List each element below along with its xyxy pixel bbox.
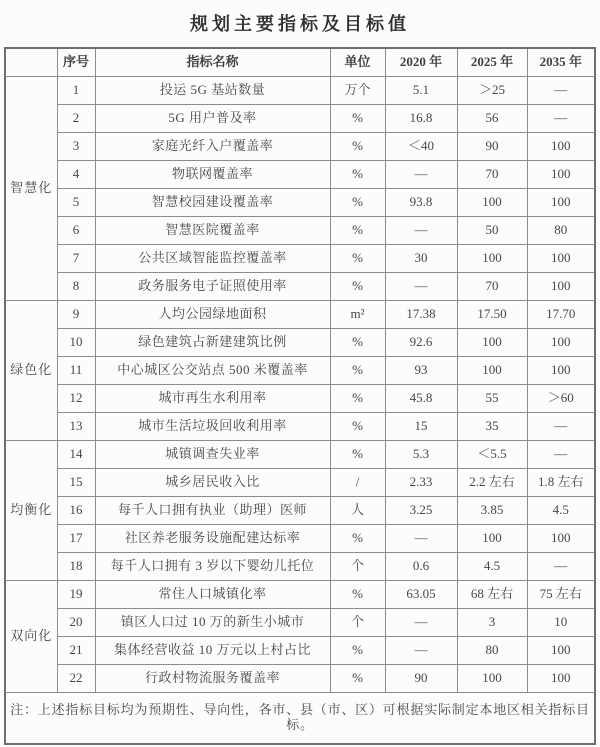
table-row: [5, 329, 595, 357]
indicator-name-cell: 人均公园绿地面积: [95, 301, 330, 329]
unit-cell: %: [330, 637, 385, 665]
header-2020: 2020 年: [385, 48, 457, 77]
indicator-name-cell: 家庭光纤入户覆盖率: [95, 133, 330, 161]
value-2020-cell: 2.33: [385, 469, 457, 497]
table-row: [5, 609, 595, 637]
value-2020-cell: 5.1: [385, 77, 457, 105]
value-2025-cell: 100: [457, 525, 527, 553]
value-2035-cell: 100: [527, 329, 595, 357]
value-2025-cell: 4.5: [457, 553, 527, 581]
header-2025: 2025 年: [457, 48, 527, 77]
indicators-table: [4, 47, 596, 745]
group-label: 双向化: [5, 581, 57, 693]
value-2020-cell: 0.6: [385, 553, 457, 581]
value-2020-cell: —: [385, 609, 457, 637]
note-row: [5, 693, 595, 745]
table-row: [5, 301, 595, 329]
table-row: [5, 581, 595, 609]
indicator-name-cell: 行政村物流服务覆盖率: [95, 665, 330, 693]
unit-cell: %: [330, 665, 385, 693]
value-2035-cell: 80: [527, 217, 595, 245]
value-2035-cell: 100: [527, 637, 595, 665]
value-2025-cell: 70: [457, 161, 527, 189]
row-number-cell: 6: [57, 217, 95, 245]
value-2020-cell: —: [385, 217, 457, 245]
indicator-name-cell: 每千人口拥有 3 岁以下婴幼儿托位: [95, 553, 330, 581]
value-2035-cell: —: [527, 441, 595, 469]
table-row: [5, 385, 595, 413]
table-header: [5, 48, 595, 77]
row-number-cell: 18: [57, 553, 95, 581]
table-row: [5, 105, 595, 133]
table-row: [5, 441, 595, 469]
value-2025-cell: 90: [457, 133, 527, 161]
row-number-cell: 10: [57, 329, 95, 357]
value-2025-cell: 17.50: [457, 301, 527, 329]
row-number-cell: 12: [57, 385, 95, 413]
value-2035-cell: 100: [527, 189, 595, 217]
header-no: 序号: [57, 48, 95, 77]
value-2025-cell: 100: [457, 189, 527, 217]
table-row: [5, 553, 595, 581]
row-number-cell: 14: [57, 441, 95, 469]
row-number-cell: 7: [57, 245, 95, 273]
value-2025-cell: 100: [457, 665, 527, 693]
value-2020-cell: 93: [385, 357, 457, 385]
row-number-cell: 13: [57, 413, 95, 441]
unit-cell: 人: [330, 497, 385, 525]
value-2020-cell: 3.25: [385, 497, 457, 525]
unit-cell: %: [330, 161, 385, 189]
value-2035-cell: 100: [527, 245, 595, 273]
header-2035: 2035 年: [527, 48, 595, 77]
indicator-name-cell: 投运 5G 基站数量: [95, 77, 330, 105]
value-2025-cell: 68 左右: [457, 581, 527, 609]
row-number-cell: 8: [57, 273, 95, 301]
group-label: 绿色化: [5, 301, 57, 441]
value-2025-cell: 3.85: [457, 497, 527, 525]
unit-cell: %: [330, 245, 385, 273]
table-row: [5, 161, 595, 189]
value-2035-cell: 100: [527, 665, 595, 693]
table-body: [5, 77, 595, 693]
page-title: 规划主要指标及目标值: [190, 14, 410, 34]
unit-cell: 个: [330, 609, 385, 637]
value-2035-cell: 100: [527, 161, 595, 189]
header-unit: 单位: [330, 48, 385, 77]
table-row: [5, 665, 595, 693]
indicator-name-cell: 政务服务电子证照使用率: [95, 273, 330, 301]
value-2025-cell: 56: [457, 105, 527, 133]
value-2020-cell: —: [385, 525, 457, 553]
indicator-name-cell: 智慧医院覆盖率: [95, 217, 330, 245]
value-2020-cell: 92.6: [385, 329, 457, 357]
value-2025-cell: 3: [457, 609, 527, 637]
table-row: [5, 217, 595, 245]
corner-cell: [5, 48, 57, 77]
unit-cell: %: [330, 385, 385, 413]
value-2025-cell: 35: [457, 413, 527, 441]
indicator-name-cell: 城市再生水利用率: [95, 385, 330, 413]
value-2035-cell: —: [527, 105, 595, 133]
table-row: [5, 497, 595, 525]
value-2025-cell: 2.2 左右: [457, 469, 527, 497]
unit-cell: %: [330, 133, 385, 161]
unit-cell: %: [330, 329, 385, 357]
indicator-name-cell: 绿色建筑占新建建筑比例: [95, 329, 330, 357]
table-note: 注：上述指标目标均为预期性、导向性，各市、县（市、区）可根据实际制定本地区相关指标目标。: [5, 693, 595, 745]
value-2035-cell: 100: [527, 133, 595, 161]
value-2035-cell: —: [527, 77, 595, 105]
unit-cell: 万个: [330, 77, 385, 105]
row-number-cell: 4: [57, 161, 95, 189]
value-2025-cell: 80: [457, 637, 527, 665]
unit-cell: m²: [330, 301, 385, 329]
value-2020-cell: 93.8: [385, 189, 457, 217]
value-2020-cell: 17.38: [385, 301, 457, 329]
unit-cell: %: [330, 441, 385, 469]
unit-cell: %: [330, 525, 385, 553]
value-2025-cell: ＞25: [457, 77, 527, 105]
unit-cell: %: [330, 413, 385, 441]
unit-cell: %: [330, 105, 385, 133]
value-2035-cell: ＞60: [527, 385, 595, 413]
group-label: 均衡化: [5, 441, 57, 581]
row-number-cell: 21: [57, 637, 95, 665]
unit-cell: %: [330, 189, 385, 217]
value-2035-cell: 1.8 左右: [527, 469, 595, 497]
indicator-name-cell: 常住人口城镇化率: [95, 581, 330, 609]
value-2025-cell: 50: [457, 217, 527, 245]
table-row: [5, 469, 595, 497]
unit-cell: 个: [330, 553, 385, 581]
table-row: [5, 189, 595, 217]
header-indicator-name: 指标名称: [95, 48, 330, 77]
value-2035-cell: 17.70: [527, 301, 595, 329]
value-2035-cell: 75 左右: [527, 581, 595, 609]
indicator-name-cell: 城乡居民收入比: [95, 469, 330, 497]
table-row: [5, 637, 595, 665]
indicator-name-cell: 集体经营收益 10 万元以上村占比: [95, 637, 330, 665]
indicator-name-cell: 中心城区公交站点 500 米覆盖率: [95, 357, 330, 385]
row-number-cell: 15: [57, 469, 95, 497]
indicator-name-cell: 镇区人口过 10 万的新生小城市: [95, 609, 330, 637]
row-number-cell: 17: [57, 525, 95, 553]
value-2020-cell: ＜40: [385, 133, 457, 161]
table-row: [5, 133, 595, 161]
table-row: [5, 525, 595, 553]
group-label: 智慧化: [5, 77, 57, 301]
value-2020-cell: 5.3: [385, 441, 457, 469]
value-2025-cell: 55: [457, 385, 527, 413]
value-2035-cell: 10: [527, 609, 595, 637]
value-2020-cell: 15: [385, 413, 457, 441]
indicator-name-cell: 社区养老服务设施配建达标率: [95, 525, 330, 553]
value-2020-cell: —: [385, 637, 457, 665]
unit-cell: %: [330, 217, 385, 245]
row-number-cell: 22: [57, 665, 95, 693]
indicator-name-cell: 智慧校园建设覆盖率: [95, 189, 330, 217]
indicator-name-cell: 每千人口拥有执业（助理）医师: [95, 497, 330, 525]
row-number-cell: 9: [57, 301, 95, 329]
table-row: [5, 245, 595, 273]
indicator-name-cell: 城市生活垃圾回收利用率: [95, 413, 330, 441]
table-row: [5, 413, 595, 441]
value-2025-cell: 100: [457, 245, 527, 273]
table-row: [5, 273, 595, 301]
row-number-cell: 3: [57, 133, 95, 161]
value-2020-cell: —: [385, 273, 457, 301]
value-2025-cell: 100: [457, 357, 527, 385]
row-number-cell: 19: [57, 581, 95, 609]
row-number-cell: 20: [57, 609, 95, 637]
row-number-cell: 16: [57, 497, 95, 525]
indicator-name-cell: 公共区域智能监控覆盖率: [95, 245, 330, 273]
value-2035-cell: —: [527, 553, 595, 581]
table-row: [5, 357, 595, 385]
value-2035-cell: 100: [527, 525, 595, 553]
unit-cell: %: [330, 581, 385, 609]
row-number-cell: 5: [57, 189, 95, 217]
header-row: [5, 48, 595, 77]
value-2035-cell: 100: [527, 357, 595, 385]
unit-cell: %: [330, 273, 385, 301]
value-2020-cell: —: [385, 161, 457, 189]
table-row: [5, 77, 595, 105]
value-2035-cell: —: [527, 413, 595, 441]
value-2020-cell: 63.05: [385, 581, 457, 609]
value-2020-cell: 90: [385, 665, 457, 693]
indicator-name-cell: 5G 用户普及率: [95, 105, 330, 133]
value-2035-cell: 4.5: [527, 497, 595, 525]
value-2020-cell: 16.8: [385, 105, 457, 133]
value-2020-cell: 30: [385, 245, 457, 273]
unit-cell: /: [330, 469, 385, 497]
unit-cell: %: [330, 357, 385, 385]
table-footer: [5, 693, 595, 745]
value-2035-cell: 100: [527, 273, 595, 301]
row-number-cell: 2: [57, 105, 95, 133]
value-2025-cell: ＜5.5: [457, 441, 527, 469]
row-number-cell: 11: [57, 357, 95, 385]
row-number-cell: 1: [57, 77, 95, 105]
value-2025-cell: 70: [457, 273, 527, 301]
value-2025-cell: 100: [457, 329, 527, 357]
value-2020-cell: 45.8: [385, 385, 457, 413]
indicator-name-cell: 物联网覆盖率: [95, 161, 330, 189]
indicator-name-cell: 城镇调查失业率: [95, 441, 330, 469]
